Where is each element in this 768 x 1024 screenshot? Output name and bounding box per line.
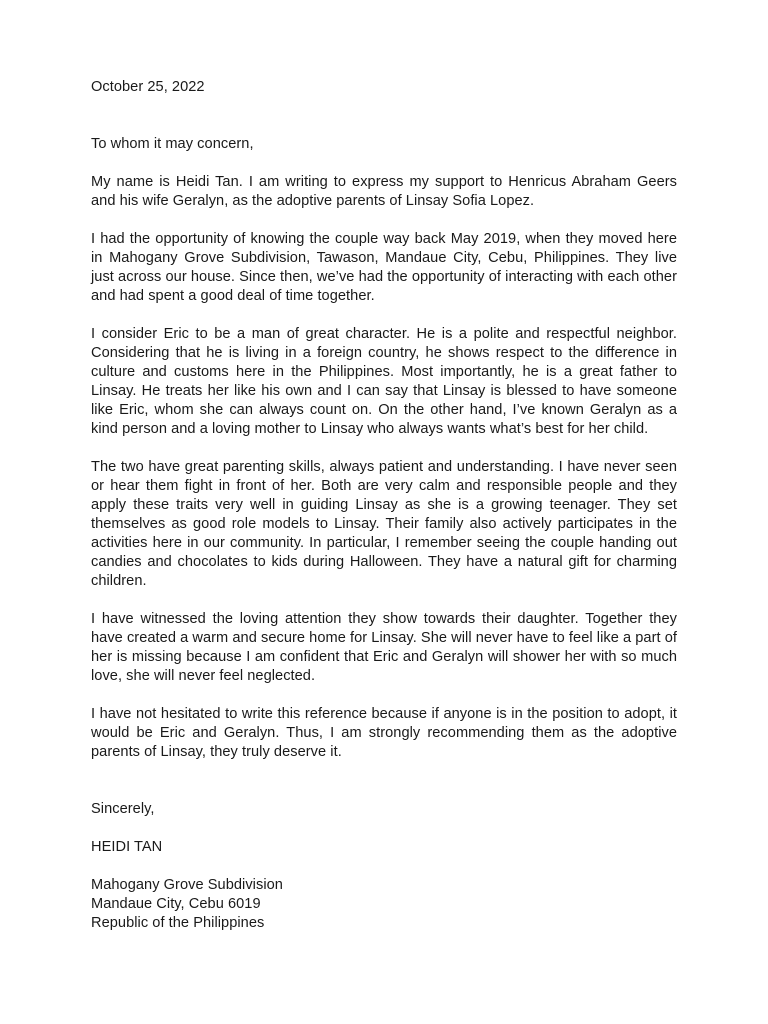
letter-date: October 25, 2022 bbox=[91, 79, 205, 95]
letter-paragraph-introduction: My name is Heidi Tan. I am writing to express my support to Henricus Abraham Geers and his wife Geralyn, as the adoptive parents of Linsay Sofia Lopez. bbox=[91, 174, 677, 209]
letter-paragraph-parenting: The two have great parenting skills, always patient and understanding. I have never seen or hear them fight in front of her. Both are very calm and responsible people and they apply these traits very well in guiding Linsay as she is a growing teenager. They set themselves as good role models to Linsay. Their family also actively participates in the activities here in our community. In particular, I remember seeing the couple handing out candies and chocolates to kids during Halloween. They have a natural gift for charming children. bbox=[91, 459, 677, 589]
letter-paragraph-home: I have witnessed the loving attention they show towards their daughter. Together they have created a warm and secure home for Linsay. She will never have to feel like a part of her is missing because I am confident that Eric and Geralyn will shower her with so much love, she will never feel neglected. bbox=[91, 611, 677, 684]
letter-paragraph-recommendation: I have not hesitated to write this reference because if anyone is in the position to adopt, it would be Eric and Geralyn. Thus, I am strongly recommending them as the adoptive parents of Linsay, they truly deserve it. bbox=[91, 706, 677, 760]
letter-salutation: To whom it may concern, bbox=[91, 136, 254, 152]
reference-letter bbox=[91, 78, 677, 933]
address-line-city: Mandaue City, Cebu 6019 bbox=[91, 896, 261, 912]
signer-name: HEIDI TAN bbox=[91, 839, 163, 855]
letter-paragraph-character: I consider Eric to be a man of great character. He is a polite and respectful neighbor. Considering that he is living in a foreign country, he shows respect to the difference in culture and customs here in the Philippines. Most importantly, he is a great father to Linsay. He treats her like his own and I can say that Linsay is blessed to have someone like Eric, whom she can always count on. On the other hand, I’ve known Geralyn as a kind person and a loving mother to Linsay who always wants what’s best for her child. bbox=[91, 326, 677, 437]
address-line-subdivision: Mahogany Grove Subdivision bbox=[91, 877, 283, 893]
letter-paragraph-acquaintance: I had the opportunity of knowing the couple way back May 2019, when they moved here in Mahogany Grove Subdivision, Tawason, Mandaue City, Cebu, Philippines. They live just across our house. Since then, we’ve had the opportunity of interacting with each other and had spent a good deal of time together. bbox=[91, 231, 677, 304]
address-line-country: Republic of the Philippines bbox=[91, 915, 265, 931]
signer-address bbox=[91, 876, 677, 933]
letter-closing: Sincerely, bbox=[91, 801, 155, 817]
